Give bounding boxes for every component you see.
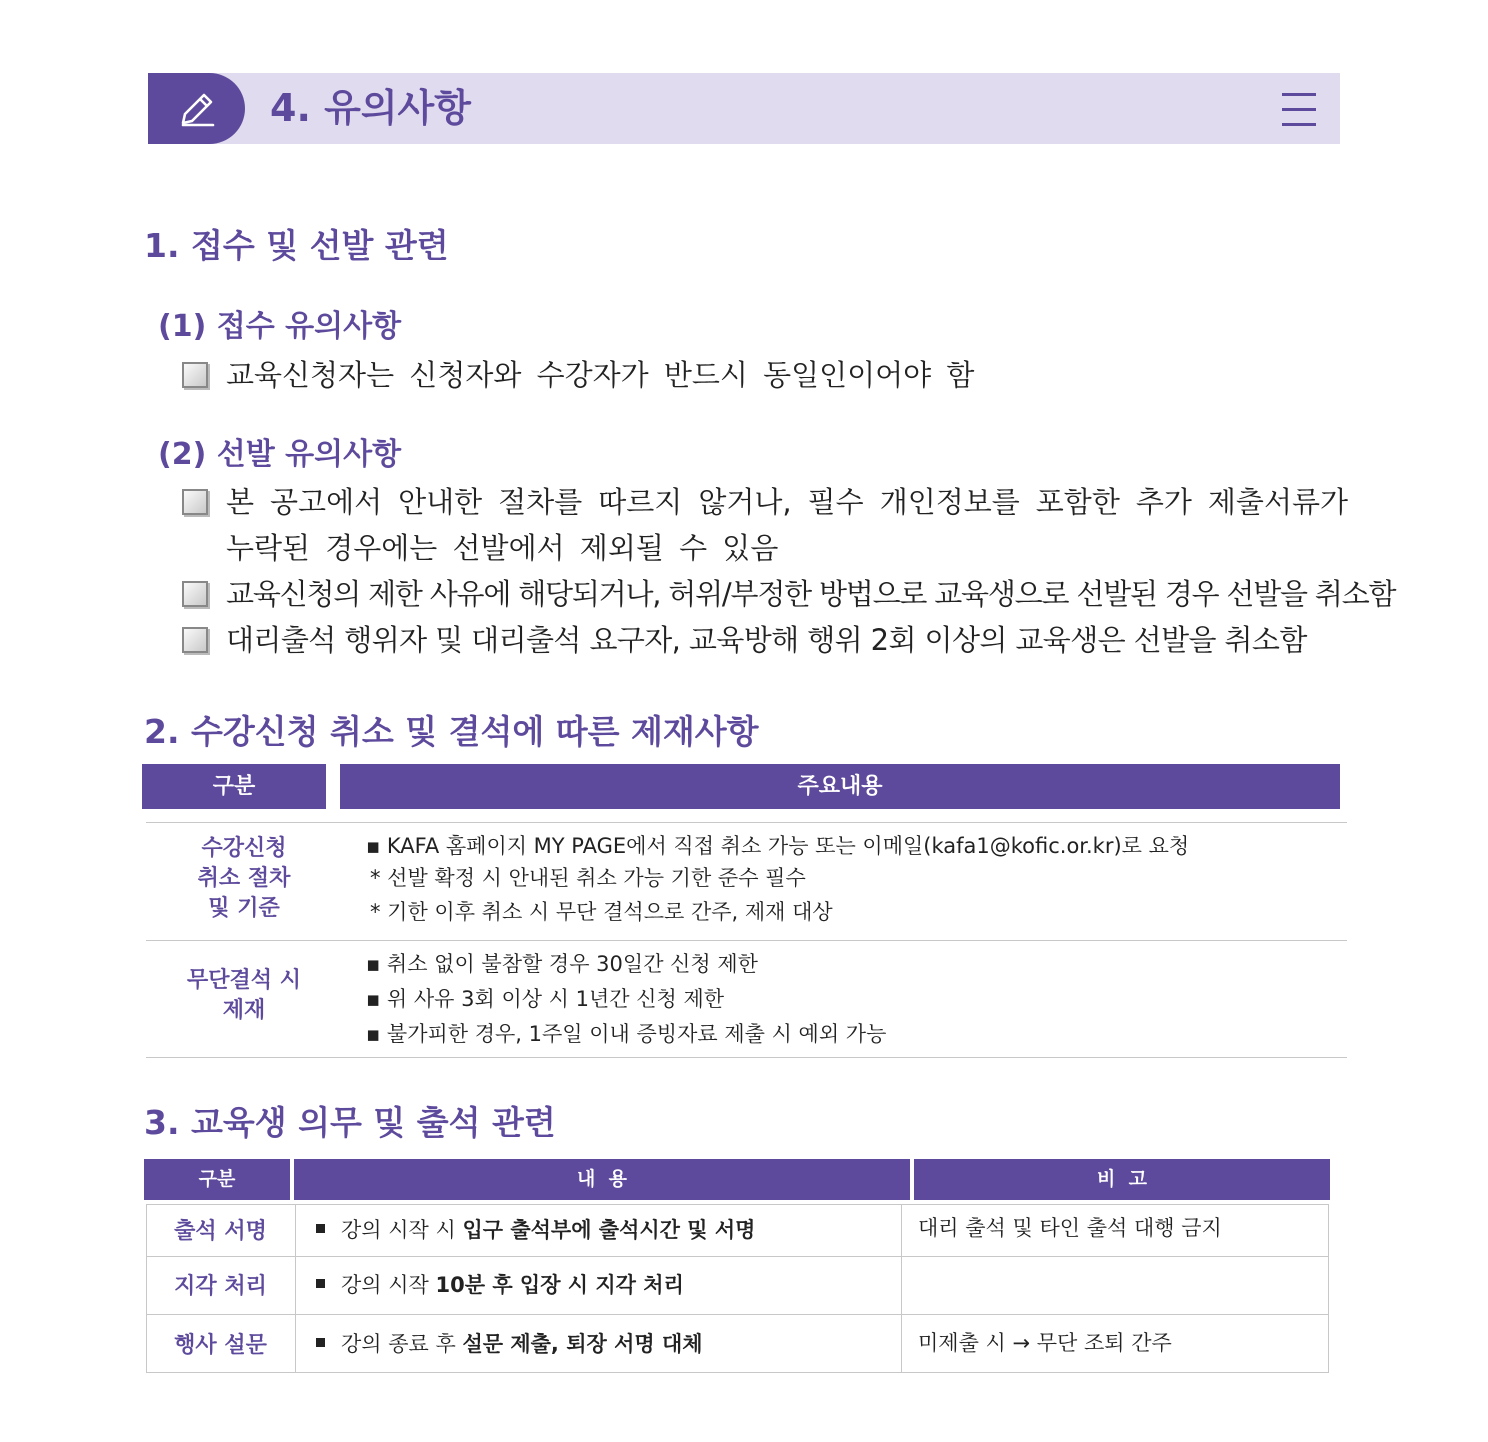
divider — [146, 822, 1347, 823]
section2-title: 2. 수강신청 취소 및 결석에 따른 제재사항 — [144, 712, 759, 751]
row-label: 지각 처리 — [174, 1274, 267, 1299]
divider — [295, 1204, 296, 1373]
sub1-title: (1) 접수 유의사항 — [158, 309, 402, 344]
divider — [146, 1372, 1329, 1373]
square-bullet-icon — [316, 1279, 325, 1288]
section-banner — [148, 73, 1340, 144]
table-cell-text: 강의 종료 후 설문 제출, 퇴장 서명 대체 — [316, 1328, 703, 1358]
banner-tab — [148, 73, 245, 144]
table-cell-text: 강의 시작 시 입구 출석부에 출석시간 및 서명 — [316, 1214, 755, 1244]
list-item: 교육신청의 제한 사유에 해당되거나, 허위/부정한 방법으로 교육생으로 선발된 경우 선발을 취소함 — [182, 571, 1348, 617]
table-header-content: 주요내용 — [340, 764, 1340, 809]
row-label: 무단결석 시 제재 — [187, 968, 301, 1023]
checkbox-bullet-icon — [182, 489, 208, 515]
divider — [146, 1256, 1329, 1257]
section1-title: 1. 접수 및 선발 관련 — [144, 226, 449, 265]
table-header-note: 비 고 — [914, 1159, 1330, 1200]
divider — [146, 1057, 1347, 1058]
table-cell-text: ▪ KAFA 홈페이지 MY PAGE에서 직접 취소 가능 또는 이메일(kafa1@kofic.or.kr)로 요청 — [366, 834, 1190, 858]
table-cell-text: 강의 시작 10분 후 입장 시 지각 처리 — [316, 1269, 684, 1299]
table-header-category: 구분 — [144, 1159, 290, 1200]
table-cell-text: ▪ 위 사유 3회 이상 시 1년간 신청 제한 — [366, 987, 725, 1011]
table-header-content: 내 용 — [294, 1159, 910, 1200]
pencil-icon — [175, 87, 219, 131]
list-item: 본 공고에서 안내한 절차를 따르지 않거나, 필수 개인정보를 포함한 추가 제출서류가 누락된 경우에는 선발에서 제외될 수 있음 — [182, 479, 1348, 571]
divider — [146, 1314, 1329, 1315]
table-header-category: 구분 — [142, 764, 326, 809]
divider — [901, 1204, 902, 1373]
divider — [146, 940, 1347, 941]
checkbox-bullet-icon — [182, 627, 208, 653]
sub2-title: (2) 선발 유의사항 — [158, 437, 402, 472]
divider — [1328, 1204, 1329, 1373]
row-label: 출석 서명 — [174, 1219, 267, 1244]
table-note: 미제출 시 → 무단 조퇴 간주 — [918, 1331, 1172, 1355]
square-bullet-icon — [316, 1224, 325, 1233]
hamburger-icon[interactable] — [1282, 90, 1318, 128]
checkbox-bullet-icon — [182, 362, 208, 388]
table-cell-text: ▪ 불가피한 경우, 1주일 이내 증빙자료 제출 시 예외 가능 — [366, 1022, 887, 1046]
table-cell-text: ▪ 취소 없이 불참할 경우 30일간 신청 제한 — [366, 952, 758, 976]
table-cell-text: * 기한 이후 취소 시 무단 결석으로 간주, 제재 대상 — [370, 900, 833, 924]
section3-title: 3. 교육생 의무 및 출석 관련 — [144, 1103, 556, 1142]
checkbox-bullet-icon — [182, 581, 208, 607]
list-item: 대리출석 행위자 및 대리출석 요구자, 교육방해 행위 2회 이상의 교육생은 선발을 취소함 — [182, 617, 1348, 663]
row-label: 수강신청 취소 절차 및 기준 — [197, 836, 291, 921]
list-item: 교육신청자는 신청자와 수강자가 반드시 동일인이어야 함 — [182, 352, 1348, 398]
divider — [146, 1204, 1329, 1205]
row-label: 행사 설문 — [174, 1333, 267, 1358]
square-bullet-icon — [316, 1338, 325, 1347]
banner-title: 4. 유의사항 — [270, 86, 471, 130]
table-cell-text: * 선발 확정 시 안내된 취소 가능 기한 준수 필수 — [370, 866, 806, 890]
table-note: 대리 출석 및 타인 출석 대행 금지 — [918, 1216, 1222, 1240]
